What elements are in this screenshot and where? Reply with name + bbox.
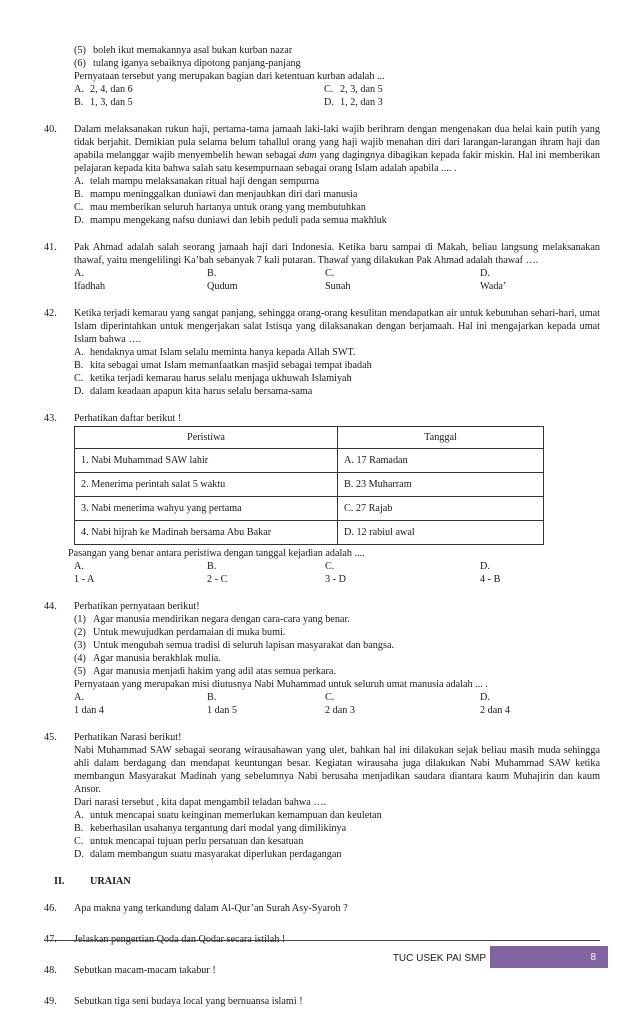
table-row [75,449,544,473]
list-item: (6) tulang iganya sebaiknya dipotong panjang-panjang [74,58,301,69]
table-cell: 2. Menerima perintah salat 5 waktu [75,473,338,497]
question-stem: Perhatikan Narasi berikut! [74,732,182,743]
footer-divider [44,940,600,941]
list-item: (1) Agar manusia mendirikan negara dengan cara-cara yang benar. [74,614,350,625]
option-c: C. 3 - D [325,561,346,585]
list-item: (5) boleh ikut memakannya asal bukan kurban nazar [74,45,293,56]
question-stem: Dalam melaksanakan rukun haji, pertama-tama jamaah laki-laki wajib berihram dengan mengenakan dua helai kain putih yang tidak berjahit. Demikian pula selama belum tahallul orang yang haji wajib menahan diri dari larangan-larangan ihram haji dan apabila melanggar wajib menyembelih hewan sebagai dam yang dagingnya dibagikan kepada fakir miskin. Hal ini memberikan pelajaran kepada kita bahwa salah satu kesempurnaan sebagai orang Islam adalah apabila .... . [74,124,601,174]
question-number: 40. [44,124,57,135]
option-a: A. Ifadhah [74,268,106,292]
list-item: (2) Untuk mewujudkan perdamaian di muka bumi. [74,627,286,638]
footer-label: TUC USEK PAI SMP [392,953,486,964]
option-a: A. 2, 4, dan 6 [74,84,133,95]
question-statement: Pernyataan tersebut yang merupakan bagian dari ketentuan kurban adalah ... [74,71,385,82]
option-d: D. dalam membangun suatu masyarakat diperlukan perdagangan [74,849,342,860]
question-44 [44,600,600,717]
question-statement: Pernyataan yang merupakan misi diutusnya Nabi Muhammad untuk seluruh umat manusia adalah ... . [74,679,488,690]
option-b: B. keberhasilan usahanya tergantung dari modal yang dimilikinya [74,823,347,834]
options-row [74,96,600,109]
table-cell: A. 17 Ramadan [338,449,544,473]
question-number: 42. [44,308,57,319]
option-d: D. 4 - B [480,561,501,585]
option-b: B. 1 dan 5 [207,692,237,716]
table-cell: 4. Nabi hijrah ke Madinah bersama Abu Bakar [75,521,338,545]
option-c: C. untuk mencapai tujuan perlu persatuan dan kesatuan [74,836,304,847]
option-d: D. Wada’ [480,268,507,292]
table-cell: D. 12 rabiul awal [338,521,544,545]
question-41 [44,241,600,293]
list-item: (4) Agar manusia berakhlak mulia. [74,653,221,664]
question-stem: Pak Ahmad adalah salah seorang jamaah haji dari Indonesia. Ketika baru sampai di Makah, beliau langsung melaksanakan thawaf, yaitu mengelilingi Ka’bah sebanyak 7 kali putaran. Thawaf yang dilakukan Pak Ahmad adalah thawaf …. [74,242,600,266]
table-cell: C. 27 Rajab [338,497,544,521]
question-number: 41. [44,242,57,253]
essay-question-48: 48. Sebutkan macam-macam takabur ! [44,965,216,976]
essay-question-46: 46. Apa makna yang terkandung dalam Al-Qur’an Surah Asy-Syaroh ? [44,903,348,914]
table-row [75,473,544,497]
table-row [75,497,544,521]
question-40 [44,123,600,227]
question-number: 44. [44,601,57,612]
question-number: 43. [44,413,57,424]
list-item: (5) Agar manusia menjadi hakim yang adil atas semua perkara. [74,666,336,677]
option-d: D. 2 dan 4 [480,692,510,716]
list-item: (3) Untuk mengubah semua tradisi di seluruh lapisan masyarakat dan bangsa. [74,640,395,651]
options-row [74,560,600,586]
option-a: A. 1 dan 4 [74,692,104,716]
narrative-text: Nabi Muhammad SAW sebagai seorang wirausahawan yang ulet, bahkan hal ini dilakukan sejak beliau masih muda sehingga ahli dalam berdagang dan mendapat keuntungan besar. Kegiatan wirausaha juga dilakukan Nabi Muhammad SAW ketika membangun Masyarakat Madinah yang sebelumnya Nabi berusaha menjadikan saudara diantara kaum Muhajirin dan kaum Ansor. [74,745,600,795]
question-39-continuation [44,44,600,109]
question-45 [44,731,600,861]
section-heading: II. URAIAN [54,876,131,887]
option-a: A. telah mampu melaksanakan ritual haji dengan sempurna [74,176,320,187]
option-b: B. kita sebagai umat Islam memanfaatkan masjid sebagai tempat ibadah [74,360,372,371]
page-content [44,44,600,1022]
option-b: B. mampu meninggalkan duniawi dan menjauhkan diri dari manusia [74,189,358,200]
table-row [75,521,544,545]
page-number: 8 [590,952,596,963]
option-c: C. mau memberikan seluruh hartanya untuk orang yang membutuhkan [74,202,366,213]
option-c: C. Sunah [325,268,351,292]
option-c: C. ketika terjadi kemarau harus selalu menjaga ukhuwah Islamiyah [74,373,352,384]
table-cell: 1. Nabi Muhammad SAW lahir [75,449,338,473]
options-row [74,691,600,717]
question-stem: Perhatikan pernyataan berikut! [74,601,200,612]
option-b: B. 1, 3, dan 5 [74,97,133,108]
table-header: Peristiwa [75,427,338,449]
essay-question-49: 49. Sebutkan tiga seni budaya local yang bernuansa islami ! [44,996,303,1007]
option-d: D. dalam keadaan apapun kita harus selalu bersama-sama [74,386,313,397]
option-d: D. mampu mengekang nafsu duniawi dan lebih peduli pada semua makhluk [74,215,387,226]
question-stem: Perhatikan daftar berikut ! [74,413,182,424]
question-statement: Pasangan yang benar antara peristiwa dengan tanggal kejadian adalah .... [68,548,365,559]
option-c: C. 2, 3, dan 5 [324,84,383,95]
event-date-table [74,426,544,545]
option-a: A. hendaknya umat Islam selalu meminta hanya kepada Allah SWT. [74,347,356,358]
table-cell: B. 23 Muharram [338,473,544,497]
option-b: B. 2 - C [207,561,228,585]
question-statement: Dari narasi tersebut , kita dapat mengambil teladan bahwa …. [74,797,327,808]
question-43 [44,412,600,586]
question-number: 45. [44,732,57,743]
question-stem: Ketika terjadi kemarau yang sangat panjang, sehingga orang-orang kesulitan mendapatkan air untuk kebutuhan sehari-hari, umat Islam diperintahkan untuk mengerjakan salat Istisqa yang dilaksanakan dengan berjamaah. Hal ini mengajarkan kepada umat Islam bahwa …. [74,308,600,345]
option-c: C. 2 dan 3 [325,692,355,716]
table-cell: 3. Nabi menerima wahyu yang pertama [75,497,338,521]
page-number-box [490,946,608,968]
option-d: D. 1, 2, dan 3 [324,97,383,108]
options-row [74,267,600,293]
table-header: Tanggal [338,427,544,449]
option-a: A. 1 - A [74,561,95,585]
options-row [74,83,600,96]
question-42 [44,307,600,398]
option-b: B. Qudum [207,268,238,292]
option-a: A. untuk mencapai suatu keinginan memerlukan kemampuan dan keuletan [74,810,382,821]
